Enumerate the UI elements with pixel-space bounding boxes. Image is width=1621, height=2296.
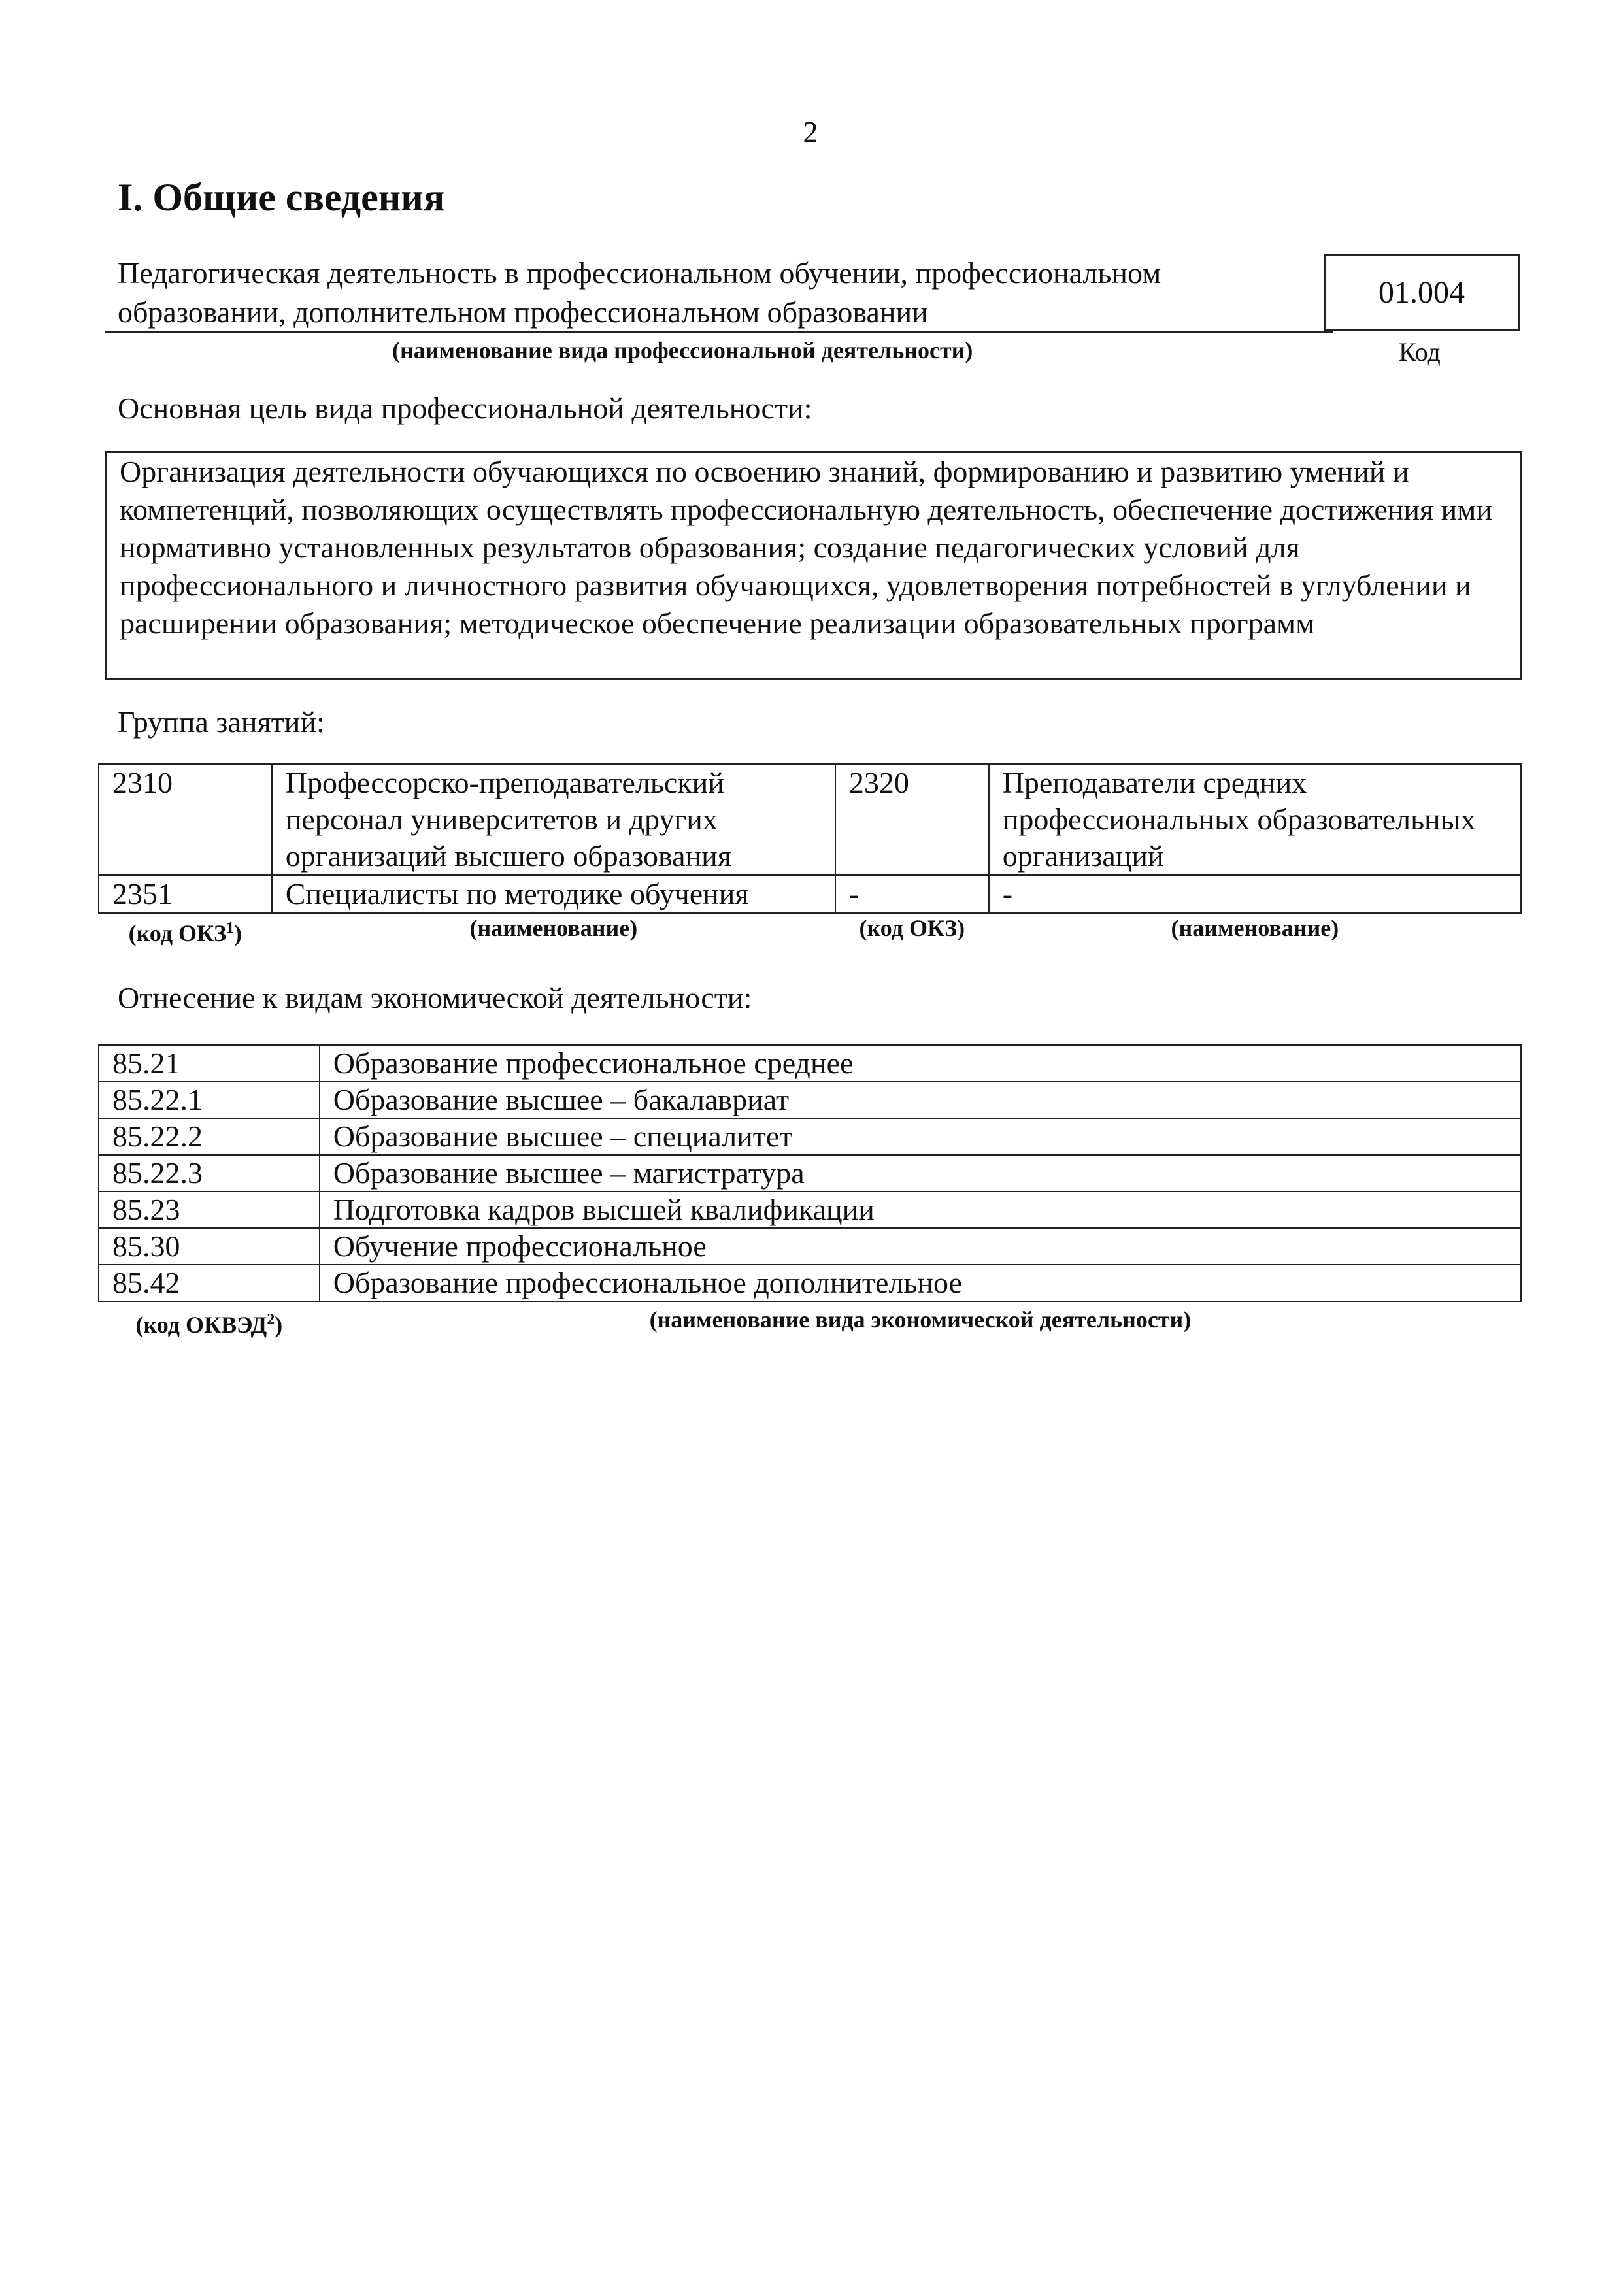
okved-code: 85.22.2: [99, 1118, 320, 1155]
okved-code: 85.22.3: [99, 1155, 320, 1191]
page-number: 2: [803, 115, 818, 148]
goal-text: Организация деятельности обучающихся по освоению знаний, формированию и развитию умений и компетенций, позволяющих осуществлять профессиональную деятельность, обеспечение достижения ими нормативно установленных результатов образования; создание педагогических условий для профессионального и личностного развития обучающихся, удовлетворения потребностей в углублении и расширении образования; методическое обеспечение реализации образовательных программ: [105, 451, 1522, 680]
okz-code: -: [835, 875, 989, 913]
okved-name: Образование профессиональное дополнительное: [320, 1265, 1521, 1301]
okved-name: Образование высшее – бакалавриат: [320, 1082, 1521, 1118]
okz-code: 2310: [99, 764, 272, 875]
activity-code: 01.004: [1324, 254, 1520, 331]
economic-activity-label: Отнесение к видам экономической деятельности:: [118, 981, 752, 1014]
occupation-group-captions: [99, 913, 1521, 948]
okz-name: Профессорско-преподавательский персонал университетов и других организаций высшего образования: [272, 764, 835, 875]
okved-code: 85.21: [99, 1045, 320, 1082]
table-row: [99, 1045, 1521, 1082]
table-row: [99, 875, 1521, 913]
okved-code: 85.22.1: [99, 1082, 320, 1118]
okz-name: Специалисты по методике обучения: [272, 875, 835, 913]
okz-code-caption: (код ОКЗ): [859, 915, 965, 941]
activity-name: Педагогическая деятельность в профессиональном обучении, профессиональном образовании, дополнительном профессиональном образовании: [118, 256, 1161, 329]
occupation-group-label: Группа занятий:: [118, 705, 325, 739]
goal-label: Основная цель вида профессиональной деятельности:: [118, 391, 812, 425]
table-row: [99, 1265, 1521, 1301]
okved-name: Образование высшее – специалитет: [320, 1118, 1521, 1155]
table-row: [99, 1228, 1521, 1265]
okz-code: 2351: [99, 875, 272, 913]
occupation-group-table: [98, 763, 1522, 948]
okved-code: 85.30: [99, 1228, 320, 1265]
table-row: [99, 1082, 1521, 1118]
okved-name: Образование высшее – магистратура: [320, 1155, 1521, 1191]
okved-code: 85.23: [99, 1191, 320, 1228]
okz-name: -: [989, 875, 1521, 913]
okz-name-caption: (наименование): [469, 915, 638, 941]
table-row: [99, 1191, 1521, 1228]
okved-code-caption: (код ОКВЭД$^2$): [135, 1311, 283, 1338]
okved-name: Подготовка кадров высшей квалификации: [320, 1191, 1521, 1228]
activity-name-caption: (наименование вида профессиональной деятельности): [392, 337, 973, 363]
activity-code-caption: Код: [1399, 337, 1441, 367]
economic-activity-captions: [99, 1301, 1521, 1342]
economic-activity-table: [98, 1044, 1522, 1342]
table-row: [99, 1118, 1521, 1155]
okz-code-caption: (код ОКЗ$^1$): [128, 920, 242, 946]
okved-name: Образование профессиональное среднее: [320, 1045, 1521, 1082]
okz-code: 2320: [835, 764, 989, 875]
activity-underline: [105, 331, 1333, 333]
okved-code: 85.42: [99, 1265, 320, 1301]
table-row: [99, 764, 1521, 875]
okved-name: Обучение профессиональное: [320, 1228, 1521, 1265]
okz-name: Преподаватели средних профессиональных образовательных организаций: [989, 764, 1521, 875]
okz-name-caption: (наименование): [1171, 915, 1339, 941]
okved-name-caption: (наименование вида экономической деятельности): [649, 1306, 1192, 1333]
section-title: I. Общие сведения: [118, 176, 445, 219]
table-row: [99, 1155, 1521, 1191]
